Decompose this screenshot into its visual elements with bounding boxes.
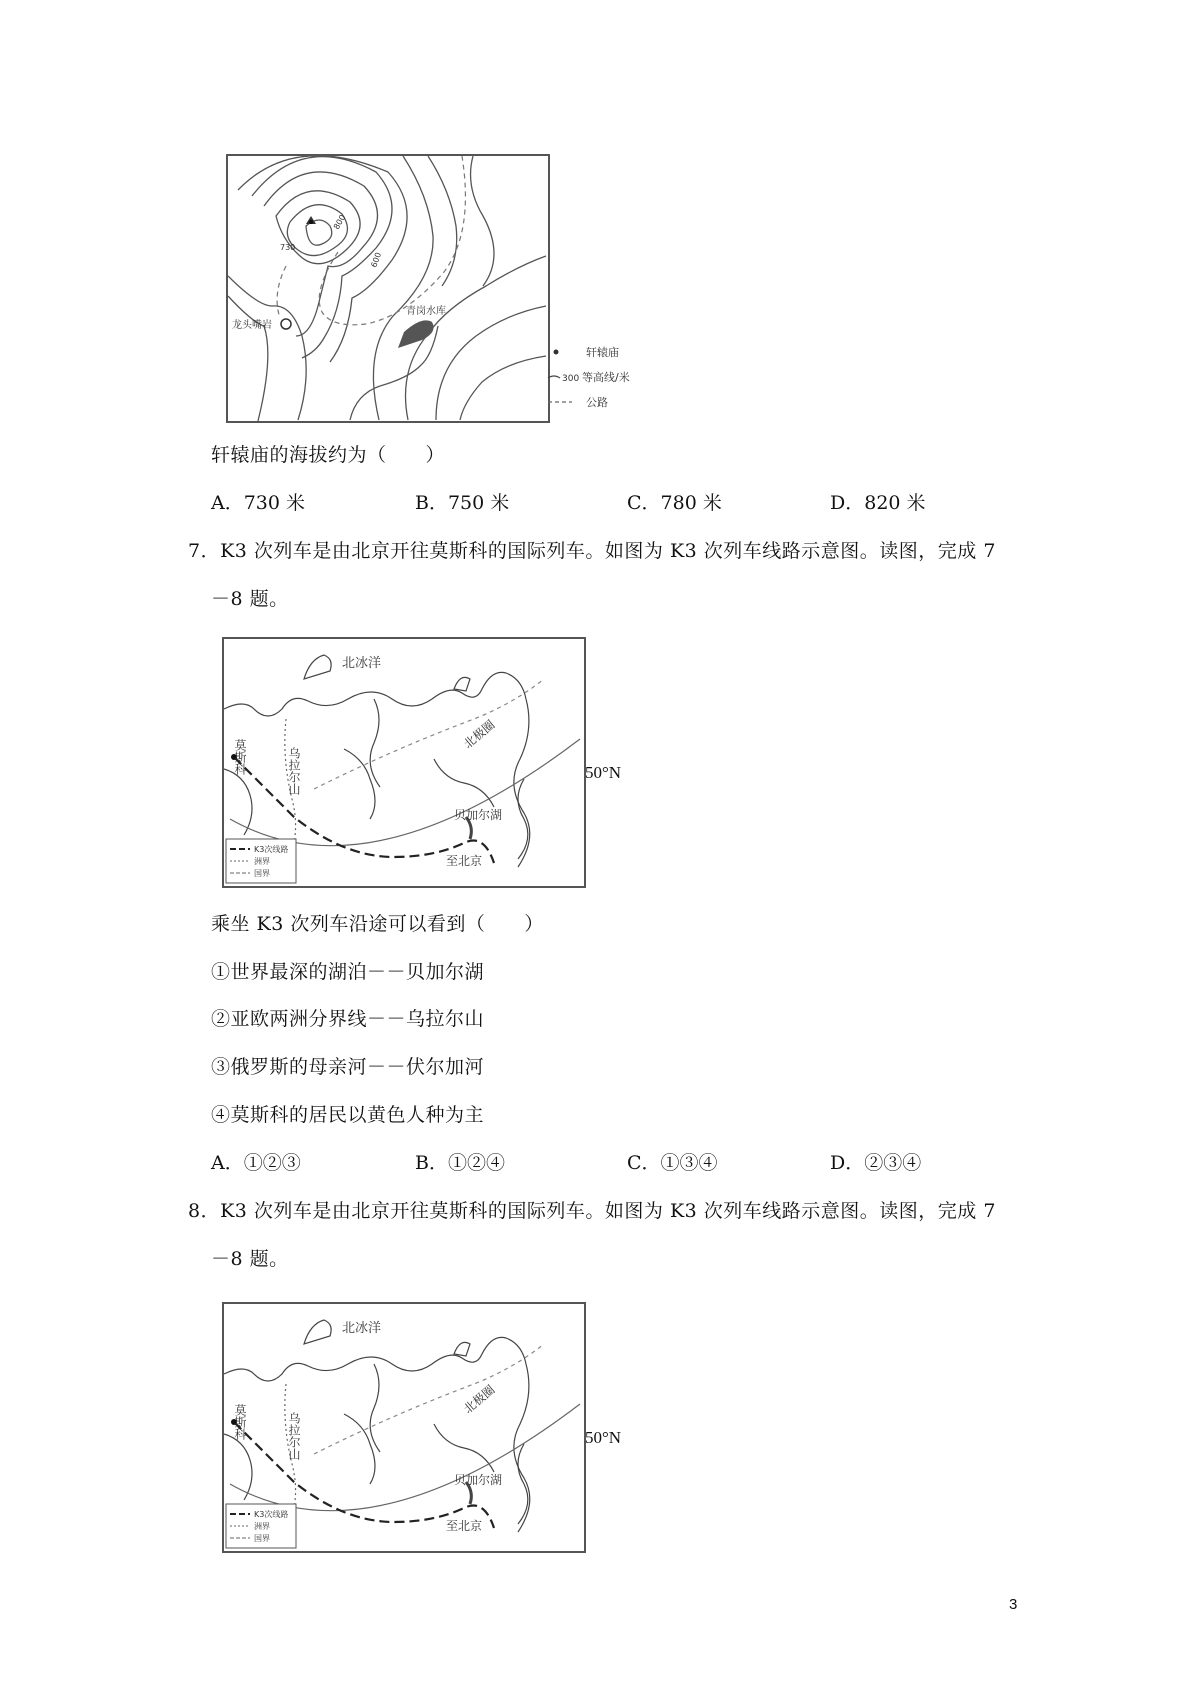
map-label-beijing: 至北京 (446, 854, 483, 868)
map-label-ocean: 北冰洋 (342, 1321, 382, 1336)
legend-contour-value: 300 (562, 374, 580, 384)
q7-question: 乘坐 K3 次列车沿途可以看到（ ） (211, 913, 544, 935)
q7-option-d: D．②③④ (830, 1152, 922, 1174)
map-label-moscow: 莫斯科 (233, 739, 247, 775)
place-reservoir: 青岗水库 (406, 306, 446, 317)
map-label-ural: 乌拉尔山 (287, 747, 301, 795)
map-label-arctic-circle: 北极圈 (460, 1382, 498, 1417)
place-dragon: 龙头嘴岩 (232, 320, 272, 331)
q6-option-d: D．820 米 (830, 492, 926, 514)
map-label-ural: 乌拉尔山 (287, 1412, 301, 1460)
q8-stem-line1: 8．K3 次列车是由北京开往莫斯科的国际列车。如图为 K3 次列车线路示意图。读图，完成 7 (188, 1200, 996, 1222)
contour-label-800: 800 (331, 213, 348, 231)
q7-option-c: C．①③④ (627, 1152, 718, 1174)
q8-stem-line2: －8 题。 (211, 1248, 289, 1270)
q7-option-a: A．①②③ (211, 1152, 301, 1174)
map-label-moscow: 莫斯科 (233, 1404, 247, 1440)
legend-country: 国界 (254, 1534, 270, 1543)
q6-option-b: B．750 米 (415, 492, 510, 514)
q7-stem-line2: －8 题。 (211, 588, 289, 610)
map-label-arctic-circle: 北极圈 (460, 717, 498, 752)
q7-stem-line1: 7．K3 次列车是由北京开往莫斯科的国际列车。如图为 K3 次列车线路示意图。读图，完成 7 (188, 540, 996, 562)
q6-option-c: C．780 米 (627, 492, 722, 514)
lat-label-q8: 50°N (585, 1428, 622, 1447)
legend-temple: 轩辕庙 (586, 346, 619, 359)
legend-country: 国界 (254, 869, 270, 878)
legend-road: 公路 (586, 396, 608, 409)
map-label-ocean: 北冰洋 (342, 656, 382, 671)
contour-map-figure (226, 154, 550, 423)
contour-label-600: 600 (369, 251, 384, 269)
legend-continent: 洲界 (254, 857, 270, 866)
k3-route-map-q7 (222, 637, 586, 888)
q7-statement-1: ①世界最深的湖泊－－贝加尔湖 (211, 961, 485, 983)
map-label-beijing: 至北京 (446, 1519, 483, 1533)
q6-option-a: A．730 米 (211, 492, 306, 514)
q6-question: 轩辕庙的海拔约为（ ） (211, 444, 446, 466)
contour-label-730: 730 (280, 243, 296, 252)
legend-k3: K3次线路 (254, 1510, 289, 1519)
map-label-baikal: 贝加尔湖 (454, 808, 503, 822)
q7-option-b: B．①②④ (415, 1152, 505, 1174)
q7-statement-2: ②亚欧两洲分界线－－乌拉尔山 (211, 1008, 485, 1030)
contour-map-legend (546, 344, 666, 414)
k3-route-map-q8 (222, 1302, 586, 1553)
q7-statement-3: ③俄罗斯的母亲河－－伏尔加河 (211, 1056, 485, 1078)
legend-contour: 等高线/米 (582, 371, 630, 384)
legend-k3: K3次线路 (254, 845, 289, 854)
map-label-baikal: 贝加尔湖 (454, 1473, 503, 1487)
lat-label-q7: 50°N (585, 763, 622, 782)
legend-continent: 洲界 (254, 1522, 270, 1531)
q7-statement-4: ④莫斯科的居民以黄色人种为主 (211, 1104, 485, 1126)
page-number: 3 (1009, 1596, 1018, 1613)
